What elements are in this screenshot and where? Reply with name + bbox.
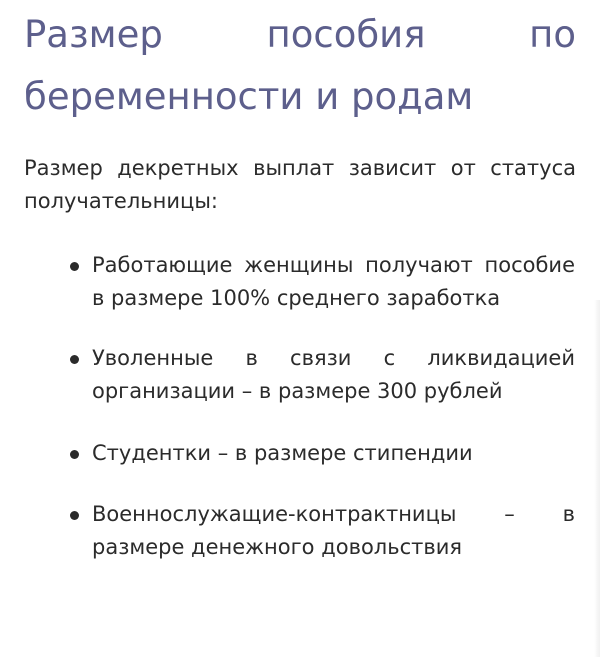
bullet-icon [70, 450, 79, 459]
page-title-word: Размер [24, 13, 163, 56]
list-item [92, 437, 575, 470]
list-item-text: Студентки – в размере стипендии [92, 441, 473, 465]
bullet-icon [70, 262, 79, 271]
page-edge-shadow [594, 300, 600, 657]
page-title-word: по [529, 13, 576, 56]
list-item-text: Уволенные в связи с ликвидацией организации – в размере 300 рублей [92, 346, 575, 403]
intro-paragraph: Размер декретных выплат зависит от статуса получательницы: [24, 156, 576, 213]
list-item-text: Работающие женщины получают пособие в размере 100% среднего заработка [92, 253, 575, 310]
bullet-icon [70, 355, 79, 364]
page-title [24, 4, 576, 128]
page-title-line-1 [24, 4, 576, 66]
benefit-list [0, 249, 600, 564]
page-title-word: пособия [266, 13, 426, 56]
list-item [92, 342, 575, 408]
page-title-line-2: беременности и родам [24, 75, 474, 118]
bullet-icon [70, 511, 79, 520]
list-item-text: Военнослужащие-контрактницы – в размере денежного довольствия [92, 502, 575, 559]
list-item [92, 498, 575, 564]
list-item [92, 249, 575, 315]
